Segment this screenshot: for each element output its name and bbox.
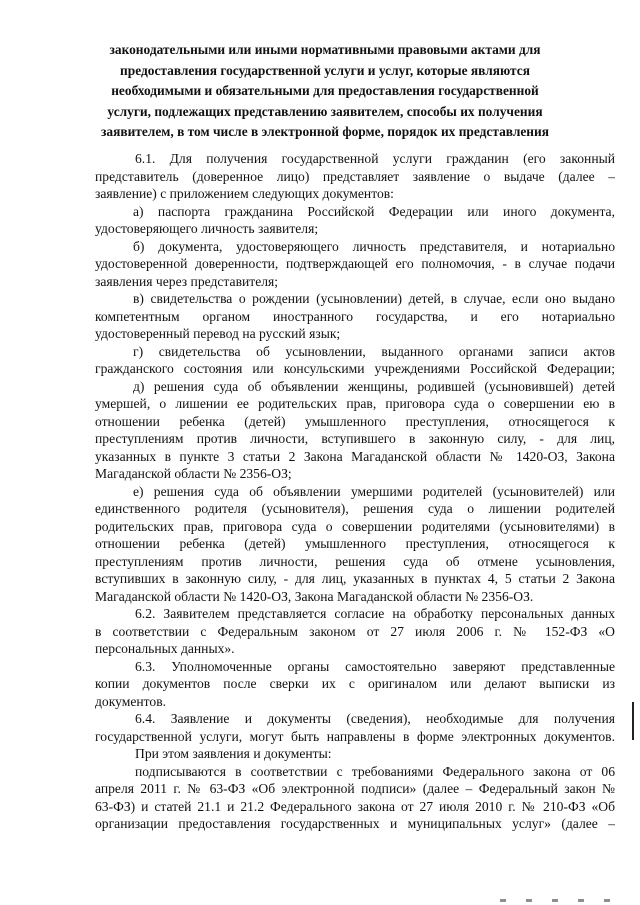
text-line: преступлениям против личности, вступившего в законную силу, - для лиц,: [95, 431, 615, 446]
text-line: 6.3. Уполномоченные органы самостоятельно заверяют представленные: [135, 658, 615, 674]
text-line: апреля 2011 г. № 63-ФЗ «Об электронной подписи» (далее – Федеральный закон №: [95, 781, 615, 796]
heading-line: необходимыми и обязательными для предоставления государственной: [111, 83, 539, 99]
document-body: [95, 150, 615, 833]
text-line: 63-ФЗ) и статей 21.1 и 21.2 Федерального закона от 27 июля 2010 г. № 210-ФЗ «Об: [95, 798, 615, 814]
text-line: г) свидетельства об усыновлении, выданного органами записи актов: [133, 343, 615, 359]
text-line: е) решения суда об объявлении умершими родителей (усыновителей) или: [133, 483, 615, 499]
section-heading: [95, 40, 555, 143]
text-line: удостоверенной доверенности, подтверждающей его полномочия, - в случае подачи: [95, 256, 615, 271]
text-line: указанных в пункте 3 статьи 2 Закона Магаданской области № 1420-ОЗ, Закона: [95, 448, 615, 464]
text-line: представитель (доверенное лицо) представляет заявление о выдаче (далее –: [95, 168, 615, 184]
text-line: Магаданской области № 2356-ОЗ;: [95, 466, 292, 481]
heading-line: законодательными или иными нормативными правовыми актами для: [109, 42, 541, 57]
text-line: 6.1. Для получения государственной услуги гражданин (его законный: [135, 151, 615, 166]
text-line: При этом заявления и документы:: [135, 746, 332, 761]
text-line: удостоверяющего личность заявителя;: [95, 221, 319, 236]
text-line: подписываются в соответствии с требованиями Федерального закона от 06: [135, 763, 615, 779]
text-line: 6.4. Заявление и документы (сведения), необходимые для получения: [135, 711, 615, 726]
text-line: гражданского состояния или консульскими учреждениями Российской Федерации;: [95, 361, 615, 376]
text-line: в) свидетельства о рождении (усыновлении) детей, в случае, если оно выдано: [133, 291, 615, 306]
text-line: родительских прав, приговора суда о совершении родителями (усыновителями) в: [95, 518, 615, 534]
text-line: а) паспорта гражданина Российской Федерации или иного документа,: [133, 203, 615, 219]
text-line: компетентным органом иностранного государства, и его нотариально: [95, 308, 615, 324]
text-line: д) решения суда об объявлении женщины, родившей (усыновившей) детей: [133, 378, 615, 394]
text-line: заявления через представителя;: [95, 273, 279, 289]
text-line: отношении ребенка (детей) умышленного преступления, относящегося к: [95, 413, 615, 429]
text-line: копии документов после сверки их с оригиналом или делают выписки из: [95, 676, 615, 691]
text-line: вступивших в законную силу, - для лиц, указанных в пунктах 4, 5 статьи 2 Закона: [95, 571, 615, 586]
text-line: организации предоставления государственных и муниципальных услуг» (далее –: [95, 816, 615, 831]
scan-artifact: [500, 899, 620, 902]
heading-line: услуги, подлежащих представлению заявителем, способы их получения: [107, 103, 543, 119]
text-line: преступлениям против личности, решения суда об отмене усыновления,: [95, 553, 615, 569]
text-line: заявление) с приложением следующих документов:: [95, 186, 394, 201]
text-line: Магаданской области № 1420-ОЗ, Закона Магаданской области № 2356-ОЗ.: [95, 588, 534, 604]
text-line: умершей, о лишении ее родительских прав, приговора суда о совершении ею в: [95, 396, 615, 411]
text-line: государственной услуги, могут быть направлены в форме электронных документов.: [95, 728, 615, 744]
heading-line: предоставления государственной услуги и услуг, которые являются: [120, 62, 530, 78]
scan-edge-mark: [632, 702, 634, 740]
text-line: документов.: [95, 693, 167, 709]
text-line: удостоверенный перевод на русский язык;: [95, 326, 341, 341]
text-line: персональных данных».: [95, 641, 235, 656]
heading-line: заявителем, в том числе в электронной форме, порядок их представления: [101, 124, 549, 140]
text-line: единственного родителя (усыновителя), решения суда о лишении родителей: [95, 501, 615, 516]
text-line: отношении ребенка (детей) умышленного преступления, относящегося к: [95, 536, 615, 551]
text-line: в соответствии с Федеральным законом от 27 июля 2006 г. № 152-ФЗ «О: [95, 623, 615, 639]
text-line: 6.2. Заявителем представляется согласие на обработку персональных данных: [135, 606, 615, 621]
text-line: б) документа, удостоверяющего личность представителя, и нотариально: [133, 238, 615, 254]
